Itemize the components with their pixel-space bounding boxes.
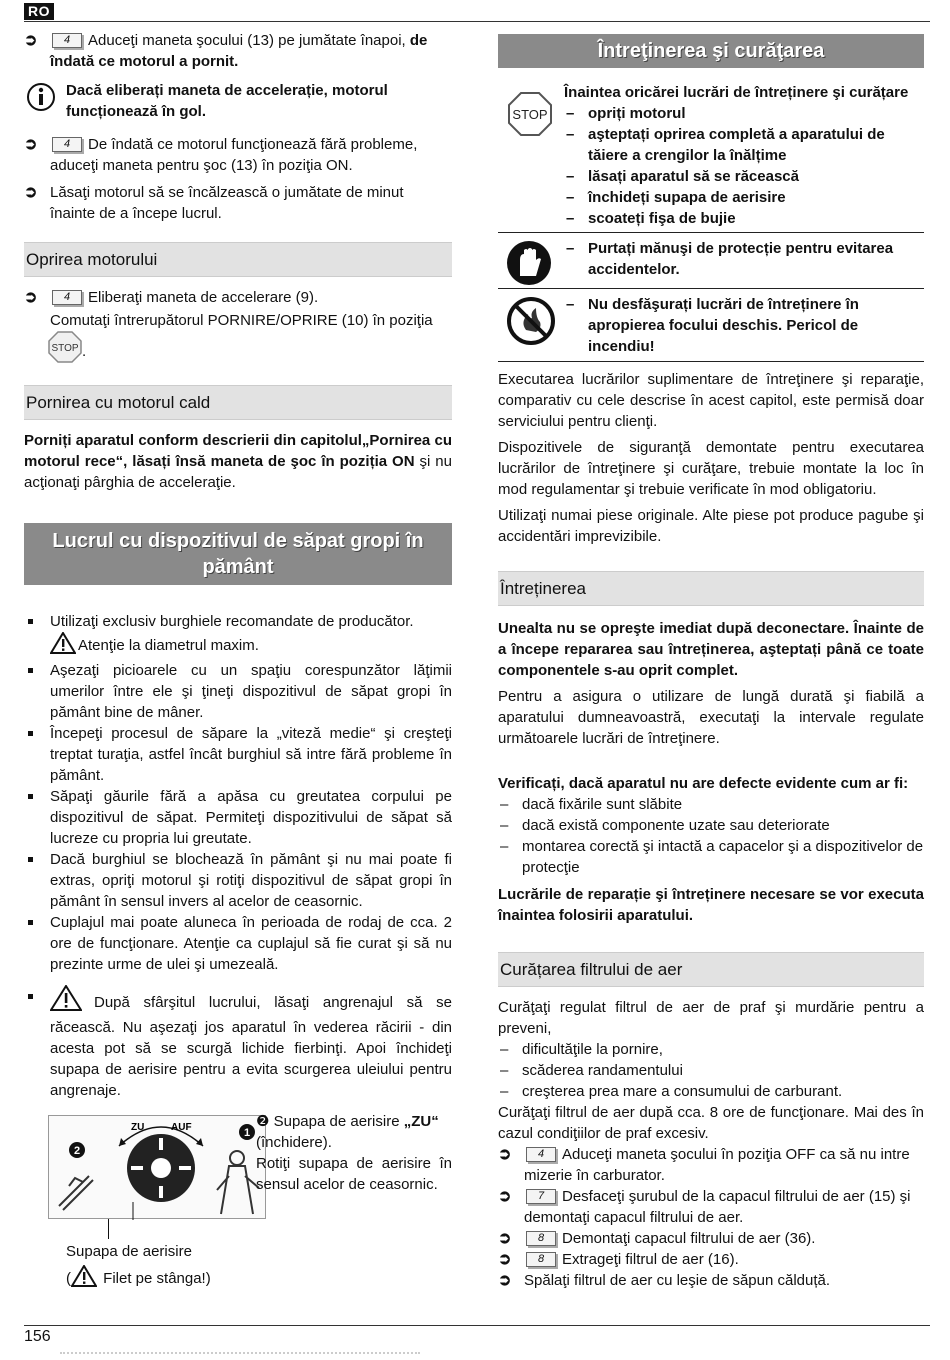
list-item-text: Dacă burghiul se blochează în pământ şi nu mai poate fi extras, opriţi motorul şi rotiţi dispozitivul de săpat gropi în pământ în sensul invers al acelor de ceasornic. xyxy=(50,851,452,910)
figure-label-warning xyxy=(66,1265,211,1293)
warning-line-text: Atenţie la diametrul maxim. xyxy=(78,637,259,654)
step-number-icon: 7 xyxy=(526,1189,556,1204)
stop-sign-icon xyxy=(48,331,82,369)
step-item xyxy=(24,134,452,176)
step-item xyxy=(24,287,452,308)
list-item-text: Începeţi procesul de săpare la „viteză medie“ şi creşteţi treptat turaţia, astfel încât burghiul să intre fără probleme în pământ. xyxy=(50,725,452,784)
air-valve-illustration xyxy=(48,1115,266,1219)
left-column xyxy=(24,30,452,1311)
dash-icon: – xyxy=(566,189,575,206)
list-item xyxy=(564,103,924,124)
step-text: Demontaţi capacul filtrului de aer (36). xyxy=(562,1230,816,1247)
check-title: Verificați, dacă aparatul nu are defecte evidente cum ar fi: xyxy=(498,775,909,792)
stop-sign-icon xyxy=(508,92,552,142)
divider xyxy=(498,232,924,234)
step-text: Lăsaţi motorul să se încălzească o jumătate de minut înainte de a începe lucrul. xyxy=(50,184,404,222)
paragraph: Curăţaţi filtrul de aer după cca. 8 ore de funcţionare. Mai des în cazul condiţiilor de praf excesiv. xyxy=(498,1104,924,1142)
bullet-icon xyxy=(28,731,33,736)
paragraph: Dispozitivele de siguranţă demontate pentru executarea lucrărilor de întreţinere şi curăţare, trebuie montate la loc în mod regulamentar şi trebuie verificate în mod obligatoriu. xyxy=(498,439,924,498)
dash-icon: – xyxy=(500,1083,509,1100)
figure-caption xyxy=(256,1111,452,1195)
caption-bold: „ZU“ xyxy=(403,1113,439,1130)
list-item xyxy=(24,912,452,975)
warning-triangle-icon xyxy=(71,1265,97,1293)
step-number-icon: 8 xyxy=(526,1252,556,1267)
list-item-text: creşterea prea mare a consumului de carburant. xyxy=(522,1083,843,1100)
list-item-text: Aşezaţi picioarele cu un spaţiu corespunzător lăţimii umerilor între ele şi ţineţi dispozitivul de săpat gropi în pământ bine de mâner. xyxy=(50,662,452,721)
list-item-text: dacă fixările sunt slăbite xyxy=(522,796,683,813)
dash-icon: – xyxy=(566,168,575,185)
figure-label-text: Filet pe stânga!) xyxy=(99,1270,211,1287)
list-item xyxy=(24,849,452,912)
list-item-text: Cuplajul mai poate aluneca în perioada de rodaj de cca. 2 ore de funcţionare. Atenţie ca cuplajul să fie curat şi să nu prezinte urme de ulei şi umezeală. xyxy=(50,914,452,973)
step-item xyxy=(498,1270,924,1291)
list-item-text: scoateți fişa de bujie xyxy=(588,210,736,227)
info-text: Dacă eliberați maneta de accelerație, motorul funcționează în gol. xyxy=(66,82,388,120)
gloves-text: Purtați mănuşi de protecție pentru evitarea accidentelor. xyxy=(588,240,894,278)
info-note xyxy=(24,80,452,122)
arrow-icon: ➲ xyxy=(498,1146,512,1163)
caption-post: (închidere). xyxy=(256,1134,332,1151)
list-item xyxy=(498,794,924,815)
dash-icon: – xyxy=(500,796,509,813)
step-item xyxy=(498,1144,924,1186)
warning-line xyxy=(24,632,452,660)
section-title-filtru: Curățarea filtrului de aer xyxy=(498,952,924,987)
cald-bold-text: Porniți aparatul conform descrierii din capitolul„Pornirea cu motorul rece“, lăsați însă maneta de şoc în poziția ON xyxy=(24,432,452,470)
step-item xyxy=(498,1249,924,1270)
figure-label: Supapa de aerisire xyxy=(66,1243,192,1260)
paragraph: Curăţaţi regulat filtrul de aer de praf şi murdărie pentru a preveni, xyxy=(498,999,924,1037)
dash-icon: – xyxy=(566,240,575,257)
list-item-text: dificultăţile la pornire, xyxy=(522,1041,663,1058)
gloves-text-item xyxy=(564,238,924,280)
paragraph: Utilizaţi numai piese originale. Alte piese pot produce pagube şi accidentări imprevizibile. xyxy=(498,507,924,545)
list-item xyxy=(564,124,924,166)
stop-block xyxy=(498,82,924,229)
bullet-icon xyxy=(28,794,33,799)
list-item-text: închideți supapa de aerisire xyxy=(588,189,786,206)
fire-text: Nu desfăşurați lucrări de întreținere în apropierea focului deschis. Pericol de incendiu! xyxy=(588,296,859,355)
arrow-icon: ➲ xyxy=(498,1251,512,1268)
paren-open: ( xyxy=(66,1270,71,1287)
paragraph: Executarea lucrărilor suplimentare de întreţinere şi reparaţie, comparativ cu cele descrise în acest capitol, este permisă doar serviciului pentru clienţi. xyxy=(498,371,924,430)
closing-paragraph: Lucrările de reparație şi întreținere necesare se vor executa înaintea folosirii aparatului. xyxy=(498,886,924,924)
arrow-icon: ➲ xyxy=(498,1230,512,1247)
no-fire-icon xyxy=(506,296,556,352)
section-title-cald: Pornirea cu motorul cald xyxy=(24,385,452,420)
warning-paragraph: Unealta nu se opreşte imediat după deconectare. Înainte de a începe repararea sau întreținerea, aşteptați până ce toate componentele s-au oprit complet. xyxy=(498,620,924,679)
oprirea-text xyxy=(24,310,452,331)
bullet-icon xyxy=(28,857,33,862)
dash-icon: – xyxy=(500,1041,509,1058)
dash-icon: – xyxy=(500,838,509,855)
fire-text-item xyxy=(564,294,924,357)
cald-plain-text: şi nu acţionaţi pârghia de acceleraţie. xyxy=(24,453,452,491)
step-text: Desfaceţi şurubul de la capacul filtrului de aer (15) şi demontaţi capacul filtrului de aer. xyxy=(524,1188,911,1226)
period: . xyxy=(82,343,87,360)
list-item-text: aşteptați oprirea completă a aparatului de tăiere a crengilor la înălțime xyxy=(588,126,885,164)
step-text: Aduceţi maneta şocului în poziţia OFF ca să nu intre mizerie în carburator. xyxy=(524,1146,910,1184)
bleed-artifact xyxy=(60,1352,420,1356)
dash-icon: – xyxy=(566,105,575,122)
air-valve-figure xyxy=(24,1111,452,1311)
arrow-icon: ➲ xyxy=(24,184,38,201)
list-item-text: După sfârşitul lucrului, lăsaţi angrenajul să se răcească. Nu aşezaţi jos aparatul în vederea răcirii - din acesta pot să se scurgă lichide fierbinţi. Apoi închideţi supapa de aerisire pentru a evita scurgerea uleiului pentru angrenaje. xyxy=(50,994,452,1099)
list-item-text: opriți motorul xyxy=(588,105,686,122)
list-item xyxy=(24,985,452,1101)
step-item xyxy=(498,1186,924,1228)
bullet-icon xyxy=(28,619,33,624)
list-item xyxy=(24,660,452,723)
gloves-note xyxy=(498,238,924,286)
bullet-icon xyxy=(28,668,33,673)
step-number-icon: 8 xyxy=(526,1231,556,1246)
section-title-lucrul: Lucrul cu dispozitivul de săpat gropi în pământ xyxy=(24,523,452,585)
stop-sign-label: STOP xyxy=(512,107,548,122)
dash-icon: – xyxy=(500,1062,509,1079)
footer-rule xyxy=(24,1325,930,1326)
list-item-text: scăderea randamentului xyxy=(522,1062,683,1079)
stop-sign-label: STOP xyxy=(51,343,79,354)
dash-icon: – xyxy=(500,817,509,834)
info-icon xyxy=(26,82,56,118)
oprirea-instruction: Comutaţi întrerupătorul PORNIRE/OPRIRE (10) în poziţia xyxy=(50,312,433,329)
warning-triangle-icon xyxy=(50,632,76,660)
list-item-text: dacă există componente uzate sau deteriorate xyxy=(522,817,830,834)
right-column xyxy=(498,34,924,1291)
warning-triangle-icon xyxy=(50,985,82,1017)
list-item xyxy=(498,815,924,836)
stop-intro: Înaintea oricărei lucrări de întreținere şi curățare xyxy=(564,84,909,101)
auf-label: AUF xyxy=(171,1122,192,1133)
step-number-icon: 4 xyxy=(52,290,82,305)
list-item-text: Utilizaţi exclusiv burghiele recomandate de producător. xyxy=(50,613,414,630)
step-text: Spălaţi filtrul de aer cu leşie de săpun călduță. xyxy=(524,1272,831,1289)
step-text-bold: de îndată ce motorul a pornit. xyxy=(50,32,428,70)
section-title-intretinerea-curatarea: Întreţinerea şi curăţarea xyxy=(498,34,924,68)
list-item-text: montarea corectă şi intactă a capacelor şi a dispozitivelor de protecţie xyxy=(522,838,924,876)
step-item xyxy=(24,182,452,224)
zu-label: ZU xyxy=(131,1122,145,1133)
list-item xyxy=(24,786,452,849)
header-rule xyxy=(24,21,930,22)
num2-label: 2 xyxy=(73,1145,81,1157)
section-title-intretinerea: Întreținerea xyxy=(498,571,924,606)
step-number-icon: 4 xyxy=(52,33,82,48)
arrow-icon: ➲ xyxy=(24,32,38,49)
list-item xyxy=(24,611,452,632)
list-item-text: lăsați aparatul să se răcească xyxy=(588,168,799,185)
list-item xyxy=(564,166,924,187)
dash-icon: – xyxy=(566,210,575,227)
step-text: Extrageţi filtrul de aer (16). xyxy=(562,1251,739,1268)
caption-text: Supapa de aerisire xyxy=(269,1113,404,1130)
dash-icon: – xyxy=(566,296,575,313)
arrow-icon: ➲ xyxy=(498,1188,512,1205)
step-item xyxy=(498,1228,924,1249)
step-item xyxy=(24,30,452,72)
step-number-icon: 4 xyxy=(52,137,82,152)
section-title-oprirea: Oprirea motorului xyxy=(24,242,452,277)
bullet-icon xyxy=(28,920,33,925)
step-text: Eliberaţi maneta de accelerare (9). xyxy=(88,289,319,306)
step-text: De îndată ce motorul funcţionează fără probleme, aduceţi maneta pentru şoc (13) în poziţia ON. xyxy=(50,136,418,174)
caption-number: ❷ xyxy=(256,1113,270,1130)
bullet-icon xyxy=(28,994,33,999)
list-item xyxy=(24,723,452,786)
pointer-line xyxy=(108,1219,109,1239)
paragraph: Pentru a asigura o utilizare de lungă durată şi fiabilă a aparatului dumneavoastră, executaţi la intervale regulate următoarele lucrări de întreţinere. xyxy=(498,688,924,747)
arrow-icon: ➲ xyxy=(24,289,38,306)
page-number: 156 xyxy=(24,1328,51,1345)
caption-second: Rotiţi supapa de aerisire în sensul acelor de ceasornic. xyxy=(256,1155,452,1193)
list-item xyxy=(498,1081,924,1102)
stop-inline xyxy=(24,331,452,365)
list-item-text: Săpaţi găurile fără a apăsa cu greutatea corpului pe dispozitivul de săpat. Permiteţi dispozitivului de săpat să lucreze cu propria lui greutate. xyxy=(50,788,452,847)
arrow-icon: ➲ xyxy=(24,136,38,153)
num1-label: 1 xyxy=(243,1127,251,1139)
list-item xyxy=(564,208,924,229)
list-item xyxy=(564,187,924,208)
list-item xyxy=(498,836,924,878)
divider xyxy=(498,288,924,290)
gloves-icon xyxy=(506,240,552,292)
language-badge: RO xyxy=(24,3,54,20)
divider xyxy=(498,361,924,363)
list-item xyxy=(498,1060,924,1081)
fire-note xyxy=(498,294,924,357)
arrow-icon: ➲ xyxy=(498,1272,512,1289)
list-item xyxy=(498,1039,924,1060)
dash-icon: – xyxy=(566,126,575,143)
step-text: Aduceţi maneta şocului (13) pe jumătate înapoi, xyxy=(88,32,406,49)
step-number-icon: 4 xyxy=(526,1147,556,1162)
cald-paragraph xyxy=(24,430,452,493)
